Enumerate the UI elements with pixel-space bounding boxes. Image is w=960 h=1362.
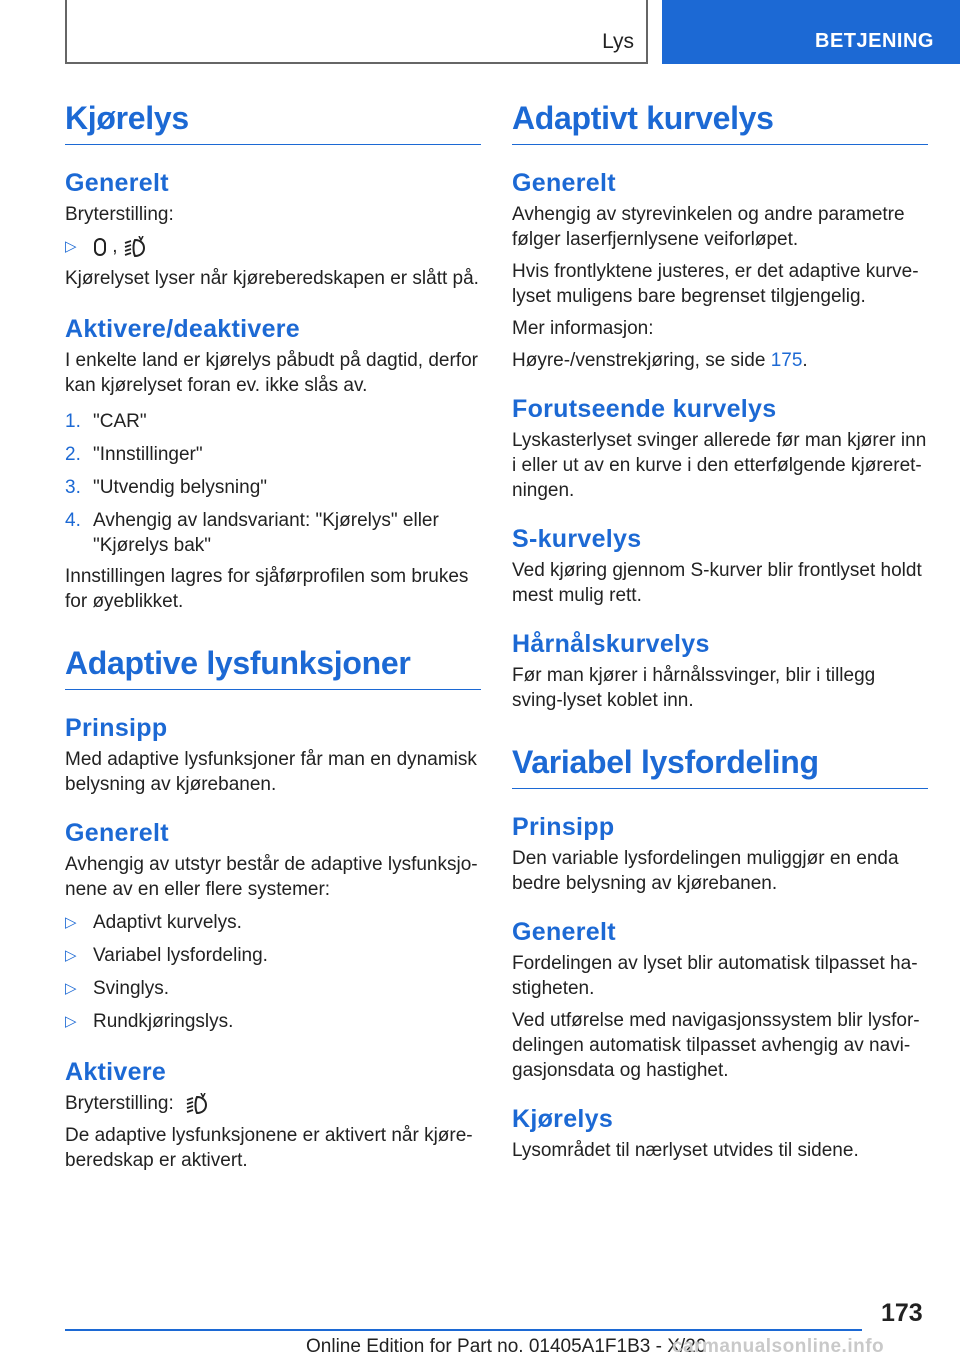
step-number: 3. bbox=[65, 477, 81, 498]
step-number: 2. bbox=[65, 444, 81, 465]
heading-kjorelys-right: Kjørelys bbox=[512, 1105, 614, 1133]
heading-s-kurvelys: S-kurvelys bbox=[512, 525, 642, 553]
heading-generelt-right: Generelt bbox=[512, 169, 616, 197]
step-text: Avhengig av landsvariant: "Kjørelys" eller "Kjørelys bak" bbox=[93, 510, 439, 556]
step-text: "CAR" bbox=[93, 411, 147, 432]
bullet-text: Rundkjøringslys. bbox=[93, 1011, 234, 1032]
page-link[interactable]: 175 bbox=[770, 350, 803, 371]
s-kurvelys-paragraph: Ved kjøring gjennom S-kurver blir frontlyset holdt mest mulig rett. bbox=[512, 560, 922, 606]
heading-haarnaalskurvelys: Hårnålskurvelys bbox=[512, 630, 710, 658]
bryterstilling-2 bbox=[65, 1091, 481, 1116]
step-item bbox=[65, 508, 481, 558]
heading-prinsipp-right: Prinsipp bbox=[512, 813, 615, 841]
step-item bbox=[65, 442, 481, 467]
bullet-item bbox=[65, 910, 481, 935]
bullet-list bbox=[65, 910, 481, 1034]
aktivere-2-paragraph: De adaptive lysfunksjonene er aktivert når kjøre-beredskap er aktivert. bbox=[65, 1125, 473, 1171]
aktivere-paragraph: I enkelte land er kjørelys påbudt på dagtid, derfor kan kjørelyset foran ev. ikke slås av. bbox=[65, 350, 478, 396]
triangle-bullet-icon: ▷ bbox=[65, 1013, 77, 1030]
auto-light-icon bbox=[185, 1093, 209, 1115]
header-frame bbox=[65, 0, 648, 64]
bullet-item bbox=[65, 976, 481, 1001]
step-text: "Utvendig belysning" bbox=[93, 477, 268, 498]
heading-generelt-2: Generelt bbox=[65, 819, 169, 847]
triangle-bullet-icon: ▷ bbox=[65, 238, 77, 255]
generelt-2-paragraph: Avhengig av utstyr består de adaptive lysfunksjo-nene av en eller flere systemer: bbox=[65, 854, 478, 900]
watermark: carmanualsonline.info bbox=[672, 1336, 885, 1357]
heading-adaptive-lysfunksjoner: Adaptive lysfunksjoner bbox=[65, 645, 481, 690]
bullet-item bbox=[65, 1009, 481, 1034]
auto-light-icon bbox=[123, 236, 147, 258]
heading-forutseende-kurvelys: Forutseende kurvelys bbox=[512, 395, 777, 423]
prinsipp-right-paragraph: Den variable lysfordelingen muliggjør en enda bedre belysning av kjørebanen. bbox=[512, 848, 899, 894]
generelt-right-p1: Avhengig av styrevinkelen og andre parametre følger laserfjernlysene veiforløpet. bbox=[512, 204, 905, 250]
heading-aktivere-deaktivere: Aktivere/deaktivere bbox=[65, 315, 301, 343]
off-switch-icon bbox=[93, 237, 107, 257]
step-item bbox=[65, 475, 481, 500]
reference-text: Høyre-/venstrekjøring, se side bbox=[512, 350, 766, 371]
reference-period: . bbox=[802, 350, 808, 371]
prinsipp-paragraph: Med adaptive lysfunksjoner får man en dynamisk belysning av kjørebanen. bbox=[65, 749, 477, 795]
generelt-right-2-p2: Ved utførelse med navigasjonssystem blir lysfor-delingen automatisk tilpasset avhengig av navi-gasjonsdata og hastighet. bbox=[512, 1010, 920, 1081]
generelt-right-2-p1: Fordelingen av lyset blir automatisk tilpasset ha-stigheten. bbox=[512, 953, 918, 999]
left-column bbox=[65, 100, 481, 1173]
mer-informasjon: Mer informasjon: bbox=[512, 318, 654, 339]
hoyre-venstre-reference bbox=[512, 348, 928, 373]
triangle-bullet-icon: ▷ bbox=[65, 980, 77, 997]
page-number: 173 bbox=[881, 1299, 923, 1327]
heading-generelt: Generelt bbox=[65, 169, 169, 197]
generelt-right-p2: Hvis frontlyktene justeres, er det adaptive kurve-lyset muligens bare begrenset tilgjengelig. bbox=[512, 261, 919, 307]
triangle-bullet-icon: ▷ bbox=[65, 914, 77, 931]
header-section: Lys bbox=[602, 30, 634, 53]
header-chapter: BETJENING bbox=[662, 0, 960, 64]
heading-kjorelys: Kjørelys bbox=[65, 100, 481, 145]
triangle-bullet-icon: ▷ bbox=[65, 947, 77, 964]
step-text: "Innstillinger" bbox=[93, 444, 203, 465]
step-number: 4. bbox=[65, 510, 81, 531]
kjorelys-right-paragraph: Lysområdet til nærlyset utvides til sidene. bbox=[512, 1140, 859, 1161]
footer-rule bbox=[65, 1329, 862, 1331]
heading-adaptivt-kurvelys: Adaptivt kurvelys bbox=[512, 100, 928, 145]
right-column bbox=[512, 100, 928, 1163]
bullet-text: Variabel lysfordeling. bbox=[93, 945, 268, 966]
bullet-item bbox=[65, 943, 481, 968]
lagres-paragraph: Innstillingen lagres for sjåførprofilen som brukes for øyeblikket. bbox=[65, 566, 469, 612]
heading-generelt-right-2: Generelt bbox=[512, 918, 616, 946]
switch-positions bbox=[65, 234, 481, 259]
bullet-text: Svinglys. bbox=[93, 978, 170, 999]
kjorelys-description: Kjørelyset lyser når kjøreberedskapen er slått på. bbox=[65, 268, 479, 289]
forutseende-paragraph: Lyskasterlyset svinger allerede før man kjører inn i eller ut av en kurve i den etterfølgende kjøreret-ningen. bbox=[512, 430, 927, 501]
heading-variabel-lysfordeling: Variabel lysfordeling bbox=[512, 744, 928, 789]
step-number: 1. bbox=[65, 411, 81, 432]
heading-aktivere: Aktivere bbox=[65, 1058, 167, 1086]
step-item bbox=[65, 409, 481, 434]
haarnaal-paragraph: Før man kjører i hårnålssvinger, blir i tillegg sving-lyset koblet inn. bbox=[512, 665, 876, 711]
bullet-text: Adaptivt kurvelys. bbox=[93, 912, 242, 933]
bryterstilling-2-label: Bryterstilling: bbox=[65, 1093, 174, 1114]
steps-list bbox=[65, 409, 481, 558]
footer-edition: Online Edition for Part no. 01405A1F1B3 - X/20 bbox=[306, 1336, 707, 1357]
bryterstilling-text: Bryterstilling: bbox=[65, 204, 174, 225]
separator-comma: , bbox=[112, 236, 118, 257]
heading-prinsipp: Prinsipp bbox=[65, 714, 168, 742]
